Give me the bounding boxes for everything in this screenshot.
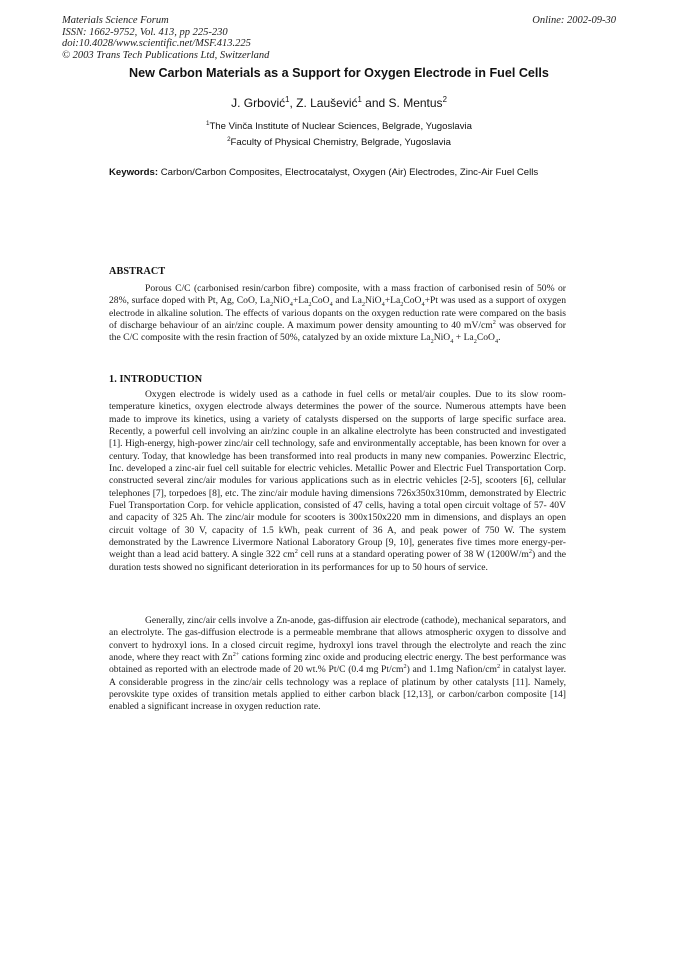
- paper-title: New Carbon Materials as a Support for Oxygen Electrode in Fuel Cells: [129, 66, 549, 80]
- subscript: 4: [421, 301, 425, 309]
- affiliation-text: Faculty of Physical Chemistry, Belgrade, Yugoslavia: [230, 137, 451, 148]
- abstract-text: CoO: [476, 332, 495, 344]
- subscript: 2: [400, 301, 404, 309]
- journal-name: Materials Science Forum: [62, 15, 169, 26]
- author-name: S. Mentus: [388, 96, 443, 110]
- author-list: [0, 96, 678, 110]
- abstract-text: NiO: [273, 295, 290, 307]
- online-date: Online: 2002-09-30: [532, 15, 616, 26]
- subscript: 2: [361, 301, 366, 309]
- affiliation-number: 1: [205, 119, 210, 127]
- abstract-text: NiO: [433, 332, 451, 344]
- affiliation-text: The Vinča Institute of Nuclear Sciences, Belgrade, Yugoslavia: [209, 121, 473, 132]
- copyright-line: © 2003 Trans Tech Publications Ltd, Switzerland: [62, 49, 270, 61]
- superscript: 2: [403, 663, 407, 671]
- abstract-text: +La: [384, 295, 401, 307]
- paragraph-text: Oxygen electrode is widely used as a cathode in fuel cells or metal/air couples. Due to its slow room-temperature kinetics, oxygen electrode always determines the power of the source. Numerous attempts have been made to improve its kinetics, using a variety of catalysts dispersed on the supports of large specific surface area. Recently, a powerful cell involving an air/zinc couple in an alkaline electrolyte has been constructed and investigated [1]. High-energy, high-power zinc/air cell technology, safe and environmentally acceptable, has been known for over a century. Today, that knowledge has been transformed into real products in many new companies. Powerzinc Electric, Inc. developed a zinc-air fuel cell suitable for electric vehicles. Metallic Power and Electric Fuel Transportation Corp. constructed several zinc/air modules for various applications such as in electric vehicles [2-5], scooters [6], cellular telephones [7], torpedoes [8], etc. The zinc/air module having dimensions 726x350x310mm, demonstrated by Electric Fuel Transportation Corp. for vehicle application, consisted of 47 cells, having a total open circuit voltage of 57- 40V and capacity of 325 Ah. The zinc/air module for scooters is 300x150x220 mm in dimensions, and displays an open circuit voltage of 30 V, capacity of 1.5 kWh, peak current of 36 A, and peak power of 750 W. The system demonstrated by the Lawrence Livermore National Laboratory Group [9, 10], generates five times more energy-per-weight than a lead acid battery. A single 322 cm: [109, 389, 566, 561]
- introduction-paragraph-2: [109, 615, 566, 714]
- keywords: [109, 167, 565, 180]
- author-name: J. Grbović: [231, 96, 286, 110]
- subscript: 2: [473, 338, 477, 346]
- superscript: 2: [528, 548, 532, 556]
- superscript: 2+: [232, 650, 240, 658]
- abstract-text: .: [498, 332, 501, 344]
- subscript: 4: [381, 301, 385, 309]
- superscript: 2: [294, 548, 298, 556]
- abstract-text: +La: [292, 295, 309, 307]
- affiliation-marker: 1: [285, 95, 290, 104]
- abstract-text: CoO: [311, 295, 330, 307]
- abstract-text: Porous C/C (carbonised resin/carbon fibre) composite, with a mass fraction of carbonised resin of 50% or 28%, surface doped with Pt, Ag, CoO, La: [109, 283, 566, 307]
- introduction-heading: 1. INTRODUCTION: [109, 374, 203, 385]
- doi-line: doi:10.4028/www.scientific.net/MSF.413.225: [62, 38, 251, 50]
- introduction-paragraph-1: [109, 389, 566, 574]
- abstract-heading: ABSTRACT: [109, 266, 166, 277]
- superscript: 2: [496, 663, 501, 671]
- abstract-text: CoO: [403, 295, 422, 307]
- author-separator: ,: [289, 96, 297, 110]
- affiliation-marker: 1: [357, 95, 362, 104]
- abstract-text: +Pt was used as a support of oxygen electrode in alkaline solution. The effects of various dopants on the oxygen reduction rate were compared on the basis of discharge behaviour of an air/zinc couple. A maximum power density amounting to 40 mV/cm: [109, 295, 566, 332]
- abstract-text: and La: [332, 295, 362, 307]
- abstract-text: was observed for the C/C composite with the resin fraction of 50%, catalyzed by an oxide mixture La: [109, 320, 566, 344]
- keywords-label: Keywords:: [109, 167, 159, 178]
- superscript: 2: [492, 318, 496, 326]
- paragraph-text: cell runs at a standard operating power of 38 W (1200W/m: [297, 549, 529, 561]
- paragraph-text: in catalyst layer. A considerable progress in the zinc/air cells technology was a replace of platinum by other catalysts [11]. Namely, perovskite type oxides of transition metals applied to either carbon black [12,13], or carbon/carbon composite [14] enabled a significant increase in oxygen reduction rate.: [109, 664, 566, 713]
- abstract-body: [109, 283, 566, 345]
- affiliation-1: [0, 121, 678, 132]
- subscript: 4: [450, 338, 454, 346]
- paragraph-text: cations forming zinc oxide and producing electric energy. The best performance was obtained as reported with an electrode made of 20 wt.% Pt/C (0.4 mg Pt/cm: [109, 652, 566, 676]
- affiliation-2: [0, 137, 678, 148]
- affiliation-number: 2: [227, 135, 231, 143]
- subscript: 2: [308, 301, 312, 309]
- author-name: Z. Laušević: [296, 96, 358, 110]
- paragraph-text: ) and 1.1mg Nafion/cm: [406, 664, 497, 676]
- paragraph-text: Generally, zinc/air cells involve a Zn-anode, gas-diffusion air electrode (cathode), mechanical separators, and an electrolyte. The gas-diffusion electrode is a permeable membrane that allows atmospheric oxygen to dissolve and convert to hydroxyl ions. In a closed circuit regime, hydroxyl ions travel through the electrolyte and reach the zinc anode, where they react with Zn: [109, 615, 566, 664]
- abstract-text: + La: [453, 332, 474, 344]
- keywords-text: Carbon/Carbon Composites, Electrocatalyst, Oxygen (Air) Electrodes, Zinc-Air Fuel Cells: [158, 167, 539, 178]
- subscript: 4: [289, 301, 293, 309]
- affiliation-marker: 2: [442, 95, 447, 104]
- abstract-text: NiO: [365, 295, 382, 307]
- paragraph-text: ) and the duration tests showed no significant deterioration in its performances for up to 50 hours of service.: [109, 549, 566, 573]
- subscript: 2: [430, 338, 434, 346]
- journal-header: [62, 15, 269, 61]
- subscript: 4: [494, 338, 499, 346]
- subscript: 2: [270, 301, 274, 309]
- subscript: 4: [329, 301, 333, 309]
- issn-line: ISSN: 1662-9752, Vol. 413, pp 225-230: [62, 26, 228, 38]
- author-separator: and: [361, 96, 389, 110]
